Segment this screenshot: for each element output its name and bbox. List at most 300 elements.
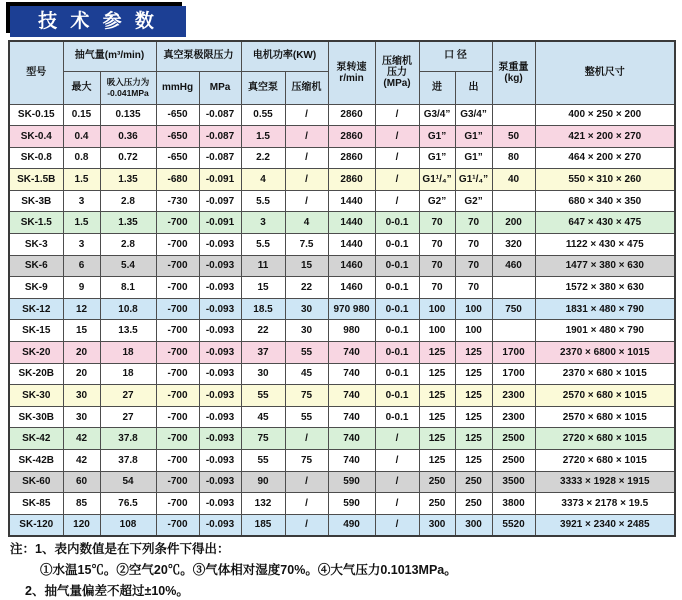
value-cell: 10.8: [100, 298, 156, 320]
value-cell: 0.72: [100, 147, 156, 169]
value-cell: -700: [156, 385, 199, 407]
value-cell: -0.091: [199, 169, 241, 191]
table-row: [9, 104, 675, 126]
header-suction-pressure-line1: 吸入压力为: [106, 76, 150, 87]
value-cell: 970 980: [328, 298, 375, 320]
value-cell: 125: [419, 450, 455, 472]
value-cell: 421 × 200 × 270: [535, 126, 675, 148]
value-cell: 40: [492, 169, 535, 191]
value-cell: 1700: [492, 363, 535, 385]
value-cell: 70: [419, 277, 455, 299]
model-cell: SK-0.15: [9, 104, 63, 126]
value-cell: 70: [419, 255, 455, 277]
value-cell: -0.091: [199, 212, 241, 234]
value-cell: 125: [455, 342, 492, 364]
value-cell: 5.4: [100, 255, 156, 277]
value-cell: 320: [492, 234, 535, 256]
model-cell: SK-30: [9, 385, 63, 407]
value-cell: -700: [156, 450, 199, 472]
value-cell: -0.093: [199, 493, 241, 515]
value-cell: 30: [285, 320, 328, 342]
value-cell: 2860: [328, 147, 375, 169]
value-cell: -0.087: [199, 147, 241, 169]
value-cell: 300: [455, 514, 492, 536]
value-cell: -700: [156, 342, 199, 364]
value-cell: 60: [63, 471, 100, 493]
value-cell: 1831 × 480 × 790: [535, 298, 675, 320]
value-cell: 45: [241, 406, 285, 428]
table-row: [9, 385, 675, 407]
value-cell: 45: [285, 363, 328, 385]
table-row: [9, 277, 675, 299]
model-cell: SK-9: [9, 277, 63, 299]
value-cell: 740: [328, 342, 375, 364]
value-cell: 1901 × 480 × 790: [535, 320, 675, 342]
header-pump-weight-line2: (kg): [504, 72, 523, 84]
value-cell: 50: [492, 126, 535, 148]
value-cell: 250: [455, 493, 492, 515]
model-cell: SK-20: [9, 342, 63, 364]
value-cell: 250: [419, 471, 455, 493]
table-row: [9, 514, 675, 536]
value-cell: 0-0.1: [375, 385, 419, 407]
value-cell: 30: [241, 363, 285, 385]
value-cell: 12: [63, 298, 100, 320]
value-cell: 1122 × 430 × 475: [535, 234, 675, 256]
value-cell: 2370 × 680 × 1015: [535, 363, 675, 385]
value-cell: -0.093: [199, 471, 241, 493]
value-cell: 1440: [328, 190, 375, 212]
value-cell: 3: [63, 190, 100, 212]
value-cell: 80: [492, 147, 535, 169]
value-cell: 90: [241, 471, 285, 493]
value-cell: -0.093: [199, 450, 241, 472]
value-cell: 590: [328, 471, 375, 493]
value-cell: 108: [100, 514, 156, 536]
table-row: [9, 147, 675, 169]
value-cell: 740: [328, 450, 375, 472]
value-cell: 2860: [328, 126, 375, 148]
value-cell: /: [375, 104, 419, 126]
value-cell: /: [375, 190, 419, 212]
model-cell: SK-3B: [9, 190, 63, 212]
value-cell: 11: [241, 255, 285, 277]
header-motor-power-group: 电机功率(KW): [241, 41, 328, 71]
value-cell: 2860: [328, 104, 375, 126]
value-cell: 185: [241, 514, 285, 536]
notes: [10, 541, 457, 600]
value-cell: /: [375, 450, 419, 472]
value-cell: [492, 320, 535, 342]
value-cell: -700: [156, 298, 199, 320]
value-cell: G1”: [419, 147, 455, 169]
value-cell: 27: [100, 385, 156, 407]
value-cell: 460: [492, 255, 535, 277]
value-cell: 3373 × 2178 × 19.5: [535, 493, 675, 515]
header-suction-pressure-line2: -0.041MPa: [107, 87, 149, 98]
table-row: [9, 450, 675, 472]
value-cell: -0.093: [199, 298, 241, 320]
value-cell: 2.8: [100, 190, 156, 212]
value-cell: 250: [455, 471, 492, 493]
value-cell: -0.087: [199, 104, 241, 126]
header-caliber-group: 口 径: [419, 41, 492, 71]
value-cell: -700: [156, 514, 199, 536]
value-cell: /: [375, 493, 419, 515]
value-cell: 37.8: [100, 428, 156, 450]
value-cell: /: [375, 428, 419, 450]
value-cell: G2”: [419, 190, 455, 212]
value-cell: -700: [156, 471, 199, 493]
value-cell: 3: [63, 234, 100, 256]
table-row: [9, 190, 675, 212]
value-cell: 15: [285, 255, 328, 277]
model-cell: SK-0.8: [9, 147, 63, 169]
value-cell: /: [285, 428, 328, 450]
value-cell: 100: [419, 320, 455, 342]
value-cell: -0.093: [199, 514, 241, 536]
value-cell: 120: [63, 514, 100, 536]
model-cell: SK-60: [9, 471, 63, 493]
header-suction-pressure: [100, 71, 156, 104]
value-cell: -730: [156, 190, 199, 212]
value-cell: /: [375, 471, 419, 493]
header-dimensions: 整机尺寸: [535, 41, 675, 104]
value-cell: -0.093: [199, 406, 241, 428]
header-pumping-max: 最大: [63, 71, 100, 104]
value-cell: 125: [419, 385, 455, 407]
value-cell: -700: [156, 234, 199, 256]
value-cell: 4: [241, 169, 285, 191]
header-compressor-pressure-line2: 压力: [387, 67, 408, 79]
value-cell: 400 × 250 × 200: [535, 104, 675, 126]
value-cell: -0.093: [199, 342, 241, 364]
value-cell: 5.5: [241, 234, 285, 256]
note-line-2: ①水温15℃。②空气20℃。③气体相对湿度70%。④大气压力0.1013MPa。: [40, 563, 457, 577]
value-cell: G1¹/₄”: [455, 169, 492, 191]
value-cell: 100: [455, 298, 492, 320]
value-cell: 70: [419, 212, 455, 234]
table-row: [9, 406, 675, 428]
value-cell: 22: [241, 320, 285, 342]
value-cell: [492, 104, 535, 126]
header-caliber-in: 进: [419, 71, 455, 104]
header-pump-weight: [492, 41, 535, 104]
value-cell: 740: [328, 385, 375, 407]
value-cell: 15: [63, 320, 100, 342]
value-cell: -650: [156, 147, 199, 169]
value-cell: 1440: [328, 234, 375, 256]
value-cell: 550 × 310 × 260: [535, 169, 675, 191]
value-cell: 6: [63, 255, 100, 277]
value-cell: G3/4”: [419, 104, 455, 126]
value-cell: 0-0.1: [375, 342, 419, 364]
value-cell: -700: [156, 320, 199, 342]
value-cell: /: [285, 147, 328, 169]
value-cell: -0.087: [199, 126, 241, 148]
header-pump-speed-line1: 泵转速: [336, 61, 367, 73]
value-cell: 18: [100, 363, 156, 385]
value-cell: 22: [285, 277, 328, 299]
value-cell: 0-0.1: [375, 212, 419, 234]
value-cell: 125: [419, 406, 455, 428]
value-cell: 70: [455, 277, 492, 299]
model-cell: SK-15: [9, 320, 63, 342]
value-cell: 1.5: [63, 169, 100, 191]
value-cell: 125: [419, 363, 455, 385]
value-cell: /: [285, 126, 328, 148]
model-cell: SK-6: [9, 255, 63, 277]
value-cell: 18: [100, 342, 156, 364]
value-cell: 0-0.1: [375, 255, 419, 277]
value-cell: /: [375, 514, 419, 536]
note-line-3: 2、抽气量偏差不超过±10%。: [25, 584, 189, 598]
value-cell: -0.093: [199, 255, 241, 277]
model-cell: SK-120: [9, 514, 63, 536]
value-cell: 37: [241, 342, 285, 364]
value-cell: -700: [156, 428, 199, 450]
value-cell: -0.093: [199, 234, 241, 256]
value-cell: 70: [455, 212, 492, 234]
table-row: [9, 212, 675, 234]
value-cell: 54: [100, 471, 156, 493]
value-cell: 1460: [328, 277, 375, 299]
value-cell: G1”: [419, 126, 455, 148]
value-cell: 30: [285, 298, 328, 320]
value-cell: -0.093: [199, 385, 241, 407]
value-cell: G3/4”: [455, 104, 492, 126]
header-caliber-out: 出: [455, 71, 492, 104]
value-cell: 42: [63, 428, 100, 450]
value-cell: -0.093: [199, 277, 241, 299]
model-cell: SK-30B: [9, 406, 63, 428]
value-cell: G1”: [455, 126, 492, 148]
value-cell: -0.093: [199, 363, 241, 385]
value-cell: 75: [285, 450, 328, 472]
value-cell: 70: [455, 234, 492, 256]
model-cell: SK-42B: [9, 450, 63, 472]
value-cell: 100: [455, 320, 492, 342]
value-cell: 490: [328, 514, 375, 536]
note-line-1: 注：1、表内数值是在下列条件下得出：: [10, 542, 230, 556]
value-cell: 125: [419, 342, 455, 364]
header-compressor-pressure-line1: 压缩机: [382, 56, 413, 68]
value-cell: 13.5: [100, 320, 156, 342]
value-cell: 27: [100, 406, 156, 428]
table-row: [9, 342, 675, 364]
value-cell: 1.5: [63, 212, 100, 234]
model-cell: SK-42: [9, 428, 63, 450]
table-row: [9, 298, 675, 320]
value-cell: 76.5: [100, 493, 156, 515]
value-cell: 125: [455, 363, 492, 385]
value-cell: -700: [156, 493, 199, 515]
value-cell: 0-0.1: [375, 234, 419, 256]
value-cell: 20: [63, 363, 100, 385]
value-cell: 3921 × 2340 × 2485: [535, 514, 675, 536]
value-cell: 5.5: [241, 190, 285, 212]
value-cell: /: [375, 147, 419, 169]
value-cell: 2720 × 680 × 1015: [535, 450, 675, 472]
table-row: [9, 493, 675, 515]
model-cell: SK-3: [9, 234, 63, 256]
value-cell: 740: [328, 406, 375, 428]
value-cell: 0.135: [100, 104, 156, 126]
header-pumping-group: 抽气量(m³/min): [63, 41, 156, 71]
value-cell: 980: [328, 320, 375, 342]
value-cell: -700: [156, 277, 199, 299]
value-cell: -700: [156, 212, 199, 234]
value-cell: 1572 × 380 × 630: [535, 277, 675, 299]
value-cell: 3800: [492, 493, 535, 515]
table-row: [9, 169, 675, 191]
header-unit-mmhg: mmHg: [156, 71, 199, 104]
value-cell: [492, 190, 535, 212]
header-pump-weight-line1: 泵重量: [498, 61, 529, 73]
value-cell: 0-0.1: [375, 406, 419, 428]
value-cell: 647 × 430 × 475: [535, 212, 675, 234]
value-cell: 3333 × 1928 × 1915: [535, 471, 675, 493]
value-cell: 0.8: [63, 147, 100, 169]
value-cell: G2”: [455, 190, 492, 212]
value-cell: [492, 277, 535, 299]
value-cell: 250: [419, 493, 455, 515]
value-cell: 132: [241, 493, 285, 515]
value-cell: 0-0.1: [375, 320, 419, 342]
header-model: 型号: [9, 41, 63, 104]
header-motor-compressor: 压缩机: [285, 71, 328, 104]
value-cell: -700: [156, 363, 199, 385]
value-cell: /: [285, 514, 328, 536]
value-cell: 2500: [492, 450, 535, 472]
value-cell: 0-0.1: [375, 363, 419, 385]
value-cell: 55: [285, 406, 328, 428]
value-cell: 55: [285, 342, 328, 364]
page-title: 技 术 参 数: [10, 6, 186, 37]
value-cell: 55: [241, 385, 285, 407]
value-cell: 18.5: [241, 298, 285, 320]
value-cell: 85: [63, 493, 100, 515]
value-cell: 0-0.1: [375, 277, 419, 299]
value-cell: 125: [455, 385, 492, 407]
header-compressor-pressure-line3: (MPa): [383, 78, 411, 90]
value-cell: 2370 × 6800 × 1015: [535, 342, 675, 364]
value-cell: G1¹/₄”: [419, 169, 455, 191]
value-cell: /: [375, 169, 419, 191]
value-cell: 1.5: [241, 126, 285, 148]
model-cell: SK-12: [9, 298, 63, 320]
value-cell: 2300: [492, 385, 535, 407]
value-cell: 2.8: [100, 234, 156, 256]
value-cell: 0.15: [63, 104, 100, 126]
value-cell: 2860: [328, 169, 375, 191]
value-cell: 70: [455, 255, 492, 277]
value-cell: 9: [63, 277, 100, 299]
value-cell: 55: [241, 450, 285, 472]
value-cell: 1.35: [100, 169, 156, 191]
value-cell: 100: [419, 298, 455, 320]
table-row: [9, 471, 675, 493]
spec-table: [8, 40, 676, 537]
model-cell: SK-1.5: [9, 212, 63, 234]
value-cell: 7.5: [285, 234, 328, 256]
value-cell: -700: [156, 255, 199, 277]
value-cell: -700: [156, 406, 199, 428]
model-cell: SK-1.5B: [9, 169, 63, 191]
value-cell: 37.8: [100, 450, 156, 472]
value-cell: 680 × 340 × 350: [535, 190, 675, 212]
table-row: [9, 234, 675, 256]
value-cell: 200: [492, 212, 535, 234]
value-cell: 1460: [328, 255, 375, 277]
table-row: [9, 255, 675, 277]
table-body: [9, 104, 675, 536]
value-cell: 2500: [492, 428, 535, 450]
value-cell: -680: [156, 169, 199, 191]
header-motor-vacuum-pump: 真空泵: [241, 71, 285, 104]
header-pump-speed: [328, 41, 375, 104]
value-cell: 300: [419, 514, 455, 536]
value-cell: 740: [328, 428, 375, 450]
value-cell: /: [375, 126, 419, 148]
value-cell: 0.4: [63, 126, 100, 148]
value-cell: -0.097: [199, 190, 241, 212]
model-cell: SK-85: [9, 493, 63, 515]
value-cell: 464 × 200 × 270: [535, 147, 675, 169]
value-cell: 125: [419, 428, 455, 450]
value-cell: 3500: [492, 471, 535, 493]
value-cell: 20: [63, 342, 100, 364]
header-pump-speed-line2: r/min: [339, 72, 364, 84]
value-cell: 70: [419, 234, 455, 256]
value-cell: 0-0.1: [375, 298, 419, 320]
table-row: [9, 320, 675, 342]
value-cell: 75: [285, 385, 328, 407]
value-cell: /: [285, 493, 328, 515]
value-cell: 0.36: [100, 126, 156, 148]
value-cell: 125: [455, 428, 492, 450]
header-ultimate-pressure-group: 真空泵极限压力: [156, 41, 241, 71]
value-cell: 2570 × 680 × 1015: [535, 406, 675, 428]
value-cell: 2300: [492, 406, 535, 428]
header-compressor-pressure: [375, 41, 419, 104]
table-row: [9, 126, 675, 148]
value-cell: 2.2: [241, 147, 285, 169]
value-cell: 5520: [492, 514, 535, 536]
value-cell: /: [285, 471, 328, 493]
value-cell: 42: [63, 450, 100, 472]
model-cell: SK-0.4: [9, 126, 63, 148]
value-cell: /: [285, 190, 328, 212]
value-cell: 30: [63, 406, 100, 428]
value-cell: 30: [63, 385, 100, 407]
value-cell: 3: [241, 212, 285, 234]
header-row-1: [9, 41, 675, 71]
value-cell: 1440: [328, 212, 375, 234]
value-cell: 0.55: [241, 104, 285, 126]
value-cell: /: [285, 104, 328, 126]
value-cell: /: [285, 169, 328, 191]
value-cell: 740: [328, 363, 375, 385]
table-row: [9, 428, 675, 450]
value-cell: 590: [328, 493, 375, 515]
value-cell: -0.093: [199, 320, 241, 342]
value-cell: 2720 × 680 × 1015: [535, 428, 675, 450]
value-cell: 75: [241, 428, 285, 450]
value-cell: -650: [156, 104, 199, 126]
value-cell: -0.093: [199, 428, 241, 450]
value-cell: 125: [455, 406, 492, 428]
